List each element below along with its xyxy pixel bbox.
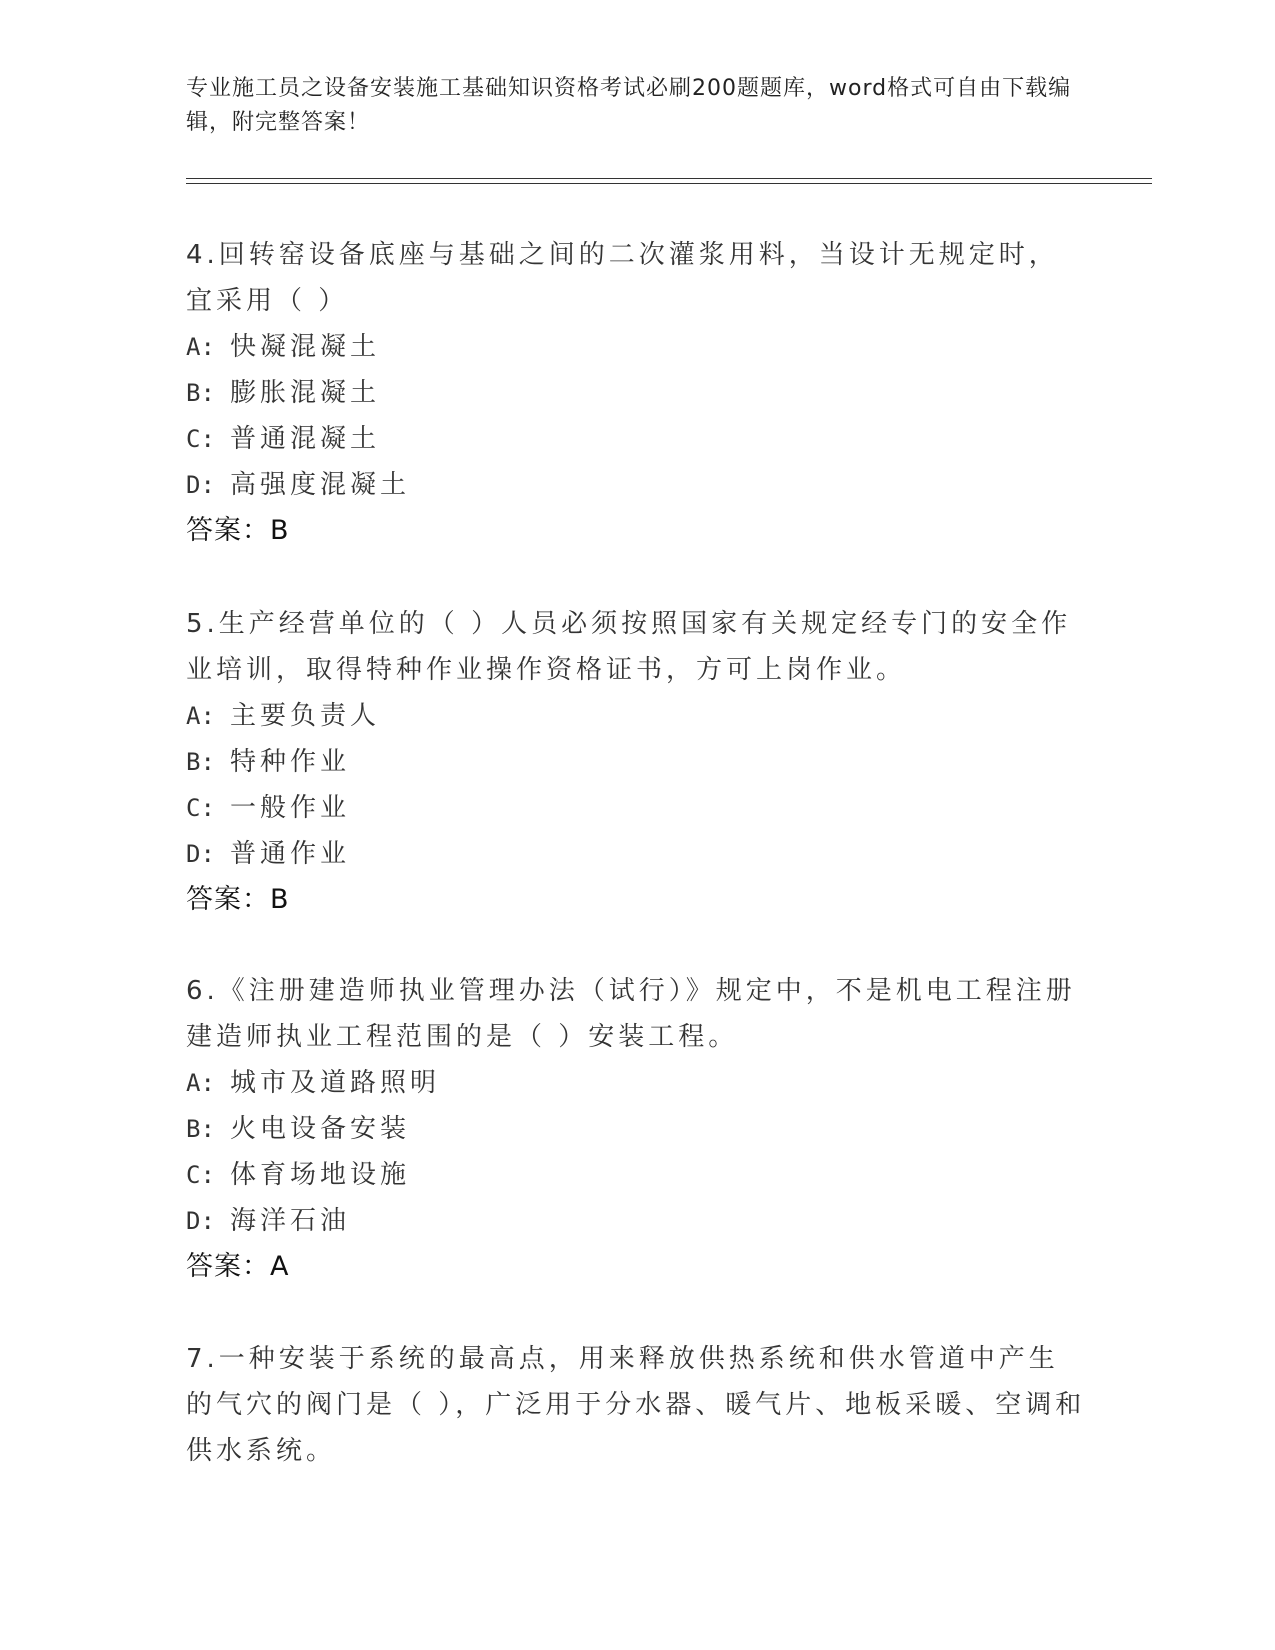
- question-6: [186, 968, 1086, 1290]
- option-text: 快凝混凝土: [230, 332, 381, 362]
- option-a: [186, 1060, 1086, 1106]
- option-b: [186, 370, 1086, 416]
- option-text: 高强度混凝土: [230, 470, 411, 500]
- question-text: 4.回转窑设备底座与基础之间的二次灌浆用料，当设计无规定时，宜采用（ ）: [186, 240, 1059, 316]
- option-text: 海洋石油: [230, 1206, 351, 1236]
- option-text: 主要负责人: [230, 701, 381, 731]
- option-letter: A:: [186, 1069, 215, 1097]
- option-letter: A:: [186, 333, 215, 361]
- option-letter: B:: [186, 379, 215, 407]
- option-d: [186, 831, 1086, 877]
- question-text: 5.生产经营单位的（ ）人员必须按照国家有关规定经专门的安全作业培训，取得特种作业操作资格证书，方可上岗作业。: [186, 609, 1072, 685]
- option-text: 火电设备安装: [230, 1114, 411, 1144]
- option-c: [186, 1152, 1086, 1198]
- option-letter: B:: [186, 748, 215, 776]
- option-text: 体育场地设施: [230, 1160, 411, 1190]
- question-5: [186, 601, 1086, 923]
- option-text: 城市及道路照明: [230, 1068, 441, 1098]
- option-a: [186, 693, 1086, 739]
- option-letter: D:: [186, 1207, 215, 1235]
- option-letter: A:: [186, 702, 215, 730]
- option-d: [186, 462, 1086, 508]
- option-c: [186, 416, 1086, 462]
- header-divider-top: [186, 178, 1152, 179]
- option-letter: C:: [186, 794, 215, 822]
- question-7: [186, 1336, 1086, 1474]
- question-text: 6.《注册建造师执业管理办法（试行）》规定中，不是机电工程注册建造师执业工程范围的是（ ）安装工程。: [186, 976, 1076, 1052]
- option-text: 普通作业: [230, 839, 351, 869]
- option-text: 一般作业: [230, 793, 351, 823]
- document-header: 专业施工员之设备安装施工基础知识资格考试必刷200题题库，word格式可自由下载编辑，附完整答案！: [186, 76, 1072, 135]
- option-letter: C:: [186, 425, 215, 453]
- option-c: [186, 785, 1086, 831]
- option-d: [186, 1198, 1086, 1244]
- question-4: [186, 232, 1086, 554]
- answer: 答案：B: [186, 515, 290, 546]
- option-text: 膨胀混凝土: [230, 378, 381, 408]
- option-letter: D:: [186, 471, 215, 499]
- option-b: [186, 739, 1086, 785]
- option-text: 普通混凝土: [230, 424, 381, 454]
- option-letter: D:: [186, 840, 215, 868]
- answer: 答案：B: [186, 884, 290, 915]
- option-b: [186, 1106, 1086, 1152]
- option-a: [186, 324, 1086, 370]
- option-letter: C:: [186, 1161, 215, 1189]
- question-text: 7.一种安装于系统的最高点，用来释放供热系统和供水管道中产生的气穴的阀门是（ ），广泛用于分水器、暖气片、地板采暖、空调和供水系统。: [186, 1344, 1086, 1466]
- answer: 答案：A: [186, 1251, 290, 1282]
- option-letter: B:: [186, 1115, 215, 1143]
- header-divider-bottom: [186, 183, 1152, 184]
- option-text: 特种作业: [230, 747, 351, 777]
